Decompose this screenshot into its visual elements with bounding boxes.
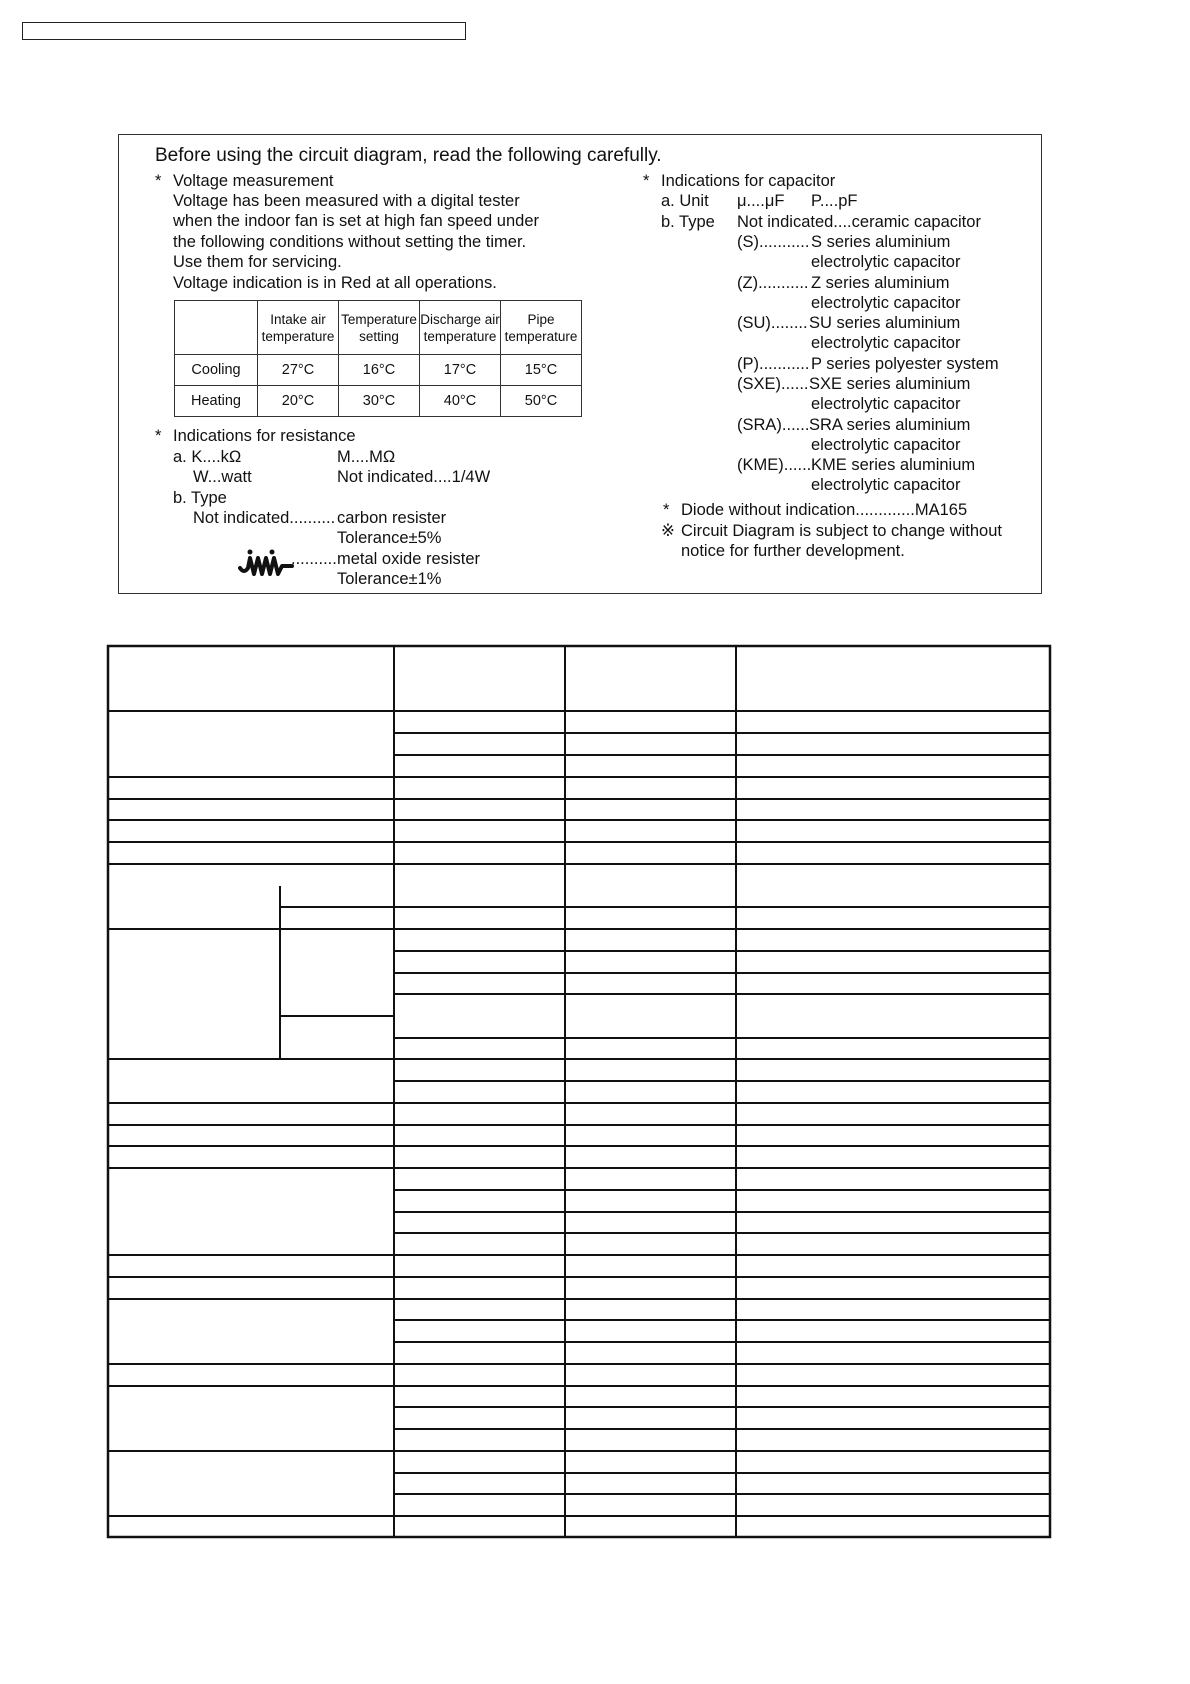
header-cell: Discharge air temperature bbox=[420, 301, 501, 355]
capacitor-bullet: * bbox=[643, 172, 650, 190]
change-note: Circuit Diagram is subject to change without bbox=[681, 522, 1002, 540]
value-cell: 15°C bbox=[501, 355, 582, 386]
capacitor-key: (SXE)...... bbox=[737, 375, 809, 393]
voltage-bullet: * bbox=[155, 172, 162, 190]
metal-value: metal oxide resister bbox=[337, 550, 481, 568]
capacitor-unit-label: a. Unit bbox=[661, 192, 709, 210]
notes-title: Before using the circuit diagram, read the following carefully. bbox=[155, 145, 662, 166]
capacitor-heading: Indications for capacitor bbox=[661, 172, 836, 190]
value-cell: 17°C bbox=[420, 355, 501, 386]
metal-tolerance: Tolerance±1% bbox=[337, 570, 442, 588]
capacitor-line: KME series aluminium bbox=[811, 456, 976, 474]
voltage-line: Voltage indication is in Red at all operations. bbox=[173, 274, 497, 292]
mode-cell: Cooling bbox=[175, 355, 258, 386]
capacitor-key: (S)........... bbox=[737, 233, 810, 251]
capacitor-key: (KME)...... bbox=[737, 456, 812, 474]
resistance-unit-m: M....MΩ bbox=[337, 448, 396, 466]
capacitor-line: SU series aluminium bbox=[809, 314, 961, 332]
capacitor-line: electrolytic capacitor bbox=[811, 253, 961, 271]
mode-cell: Heating bbox=[175, 386, 258, 417]
voltage-heading: Voltage measurement bbox=[173, 172, 334, 190]
capacitor-key: (SU)........ bbox=[737, 314, 808, 332]
capacitor-line: S series aluminium bbox=[811, 233, 951, 251]
resistance-unit-k: a. K....kΩ bbox=[173, 448, 242, 466]
capacitor-unit-u: μ....μF bbox=[737, 192, 785, 210]
capacitor-line: electrolytic capacitor bbox=[811, 476, 961, 494]
header-cell: Intake air temperature bbox=[258, 301, 339, 355]
voltage-line: Use them for servicing. bbox=[173, 253, 342, 271]
value-cell: 27°C bbox=[258, 355, 339, 386]
carbon-value: carbon resister bbox=[337, 509, 447, 527]
capacitor-line: Z series aluminium bbox=[811, 274, 950, 292]
capacitor-line: electrolytic capacitor bbox=[811, 395, 961, 413]
metal-dots: .......... bbox=[291, 550, 337, 568]
change-bullet: ※ bbox=[661, 522, 675, 540]
capacitor-key: (SRA)...... bbox=[737, 416, 810, 434]
value-cell: 40°C bbox=[420, 386, 501, 417]
capacitor-line: electrolytic capacitor bbox=[811, 436, 961, 454]
header-cell: Temperature setting bbox=[339, 301, 420, 355]
resistance-type-label: b. Type bbox=[173, 489, 227, 507]
capacitor-key: (Z)........... bbox=[737, 274, 809, 292]
header-cell: Pipe temperature bbox=[501, 301, 582, 355]
capacitor-line: SRA series aluminium bbox=[809, 416, 971, 434]
capacitor-line: electrolytic capacitor bbox=[811, 334, 961, 352]
voltage-line: Voltage has been measured with a digital tester bbox=[173, 192, 520, 210]
capacitor-type-default: Not indicated....ceramic capacitor bbox=[737, 213, 981, 231]
resistance-bullet: * bbox=[155, 427, 162, 445]
diode-note: Diode without indication.............MA165 bbox=[681, 501, 968, 519]
value-cell: 16°C bbox=[339, 355, 420, 386]
capacitor-type-label: b. Type bbox=[661, 213, 715, 231]
capacitor-line: electrolytic capacitor bbox=[811, 294, 961, 312]
carbon-tolerance: Tolerance±5% bbox=[337, 529, 442, 547]
voltage-line: when the indoor fan is set at high fan speed under bbox=[173, 212, 540, 230]
resistance-unit-default: Not indicated....1/4W bbox=[337, 468, 491, 486]
value-cell: 20°C bbox=[258, 386, 339, 417]
value-cell: 50°C bbox=[501, 386, 582, 417]
capacitor-key: (P)........... bbox=[737, 355, 810, 373]
value-cell: 30°C bbox=[339, 386, 420, 417]
carbon-key: Not indicated.......... bbox=[193, 509, 336, 527]
resistance-heading: Indications for resistance bbox=[173, 427, 356, 445]
diode-bullet: * bbox=[663, 501, 670, 519]
capacitor-line: P series polyester system bbox=[811, 355, 999, 373]
capacitor-unit-p: P....pF bbox=[811, 192, 858, 210]
voltage-line: the following conditions without setting the timer. bbox=[173, 233, 527, 251]
capacitor-line: SXE series aluminium bbox=[809, 375, 971, 393]
resistance-unit-w: W...watt bbox=[193, 468, 252, 486]
change-note: notice for further development. bbox=[681, 542, 905, 560]
